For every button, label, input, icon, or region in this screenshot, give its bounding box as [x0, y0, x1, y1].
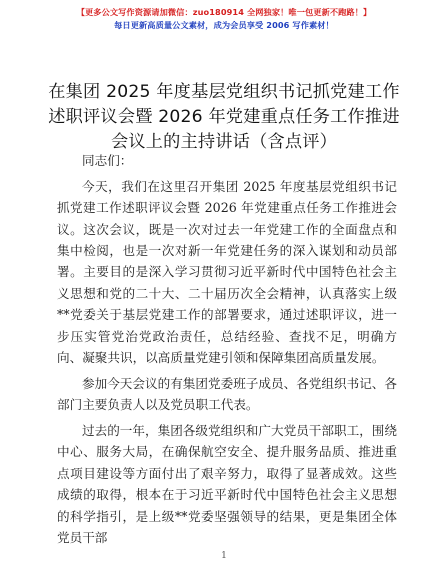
body-paragraph-1: 今天，我们在这里召开集团 2025 年度基层党组织书记抓党建工作述职评议会暨 2026 年党建重点任务工作推进会议。这次会议，既是一次对过去一年党建工作的全面盘点和集中检阅，也是一次对新一年党建任务的深入谋划和动员部署。主要目的是深入学习贯彻习近平新时代中国特色社会主义思想和党的二十大、二十届历次全会精神，认真落实上级**党委关于基层党建工作的部署要求，通过述职评议，进一步压实管党治党政治责任，总结经验、查找不足，明确方向、凝聚共识，以高质量党建引领和保障集团高质量发展。 — [57, 178, 397, 366]
page-number: 1 — [221, 551, 227, 561]
body-paragraph-2: 参加今天会议的有集团党委班子成员、各党组织书记、各部门主要负责人以及党员职工代表。 — [57, 375, 397, 413]
promo-banner-line-2: 每日更新高质量公文素材，成为会员享受 2006 写作素材！ — [114, 20, 334, 30]
salutation: 同志们： — [82, 153, 133, 168]
promo-banner-line-1: 【更多公文写作资源请加微信：zuo180914 全网独家！唯一包更新不跑路！】 — [76, 7, 372, 17]
document-title: 在集团 2025 年度基层党组织书记抓党建工作述职评议会暨 2026 年党建重点任务工作推进会议上的主持讲话（含点评） — [48, 82, 400, 152]
promo-banner — [0, 6, 448, 32]
body-paragraph-3: 过去的一年，集团各级党组织和广大党员干部职工，围绕中心、服务大局，在确保航空安全、提升服务品质、推进重点项目建设等方面付出了艰辛努力，取得了显著成效。这些成绩的取得，根本在于习近平新时代中国特色社会主义思想的科学指引，是上级**党委坚强领导的结果，更是集团全体党员干部 — [57, 423, 397, 546]
document-body — [57, 150, 397, 548]
